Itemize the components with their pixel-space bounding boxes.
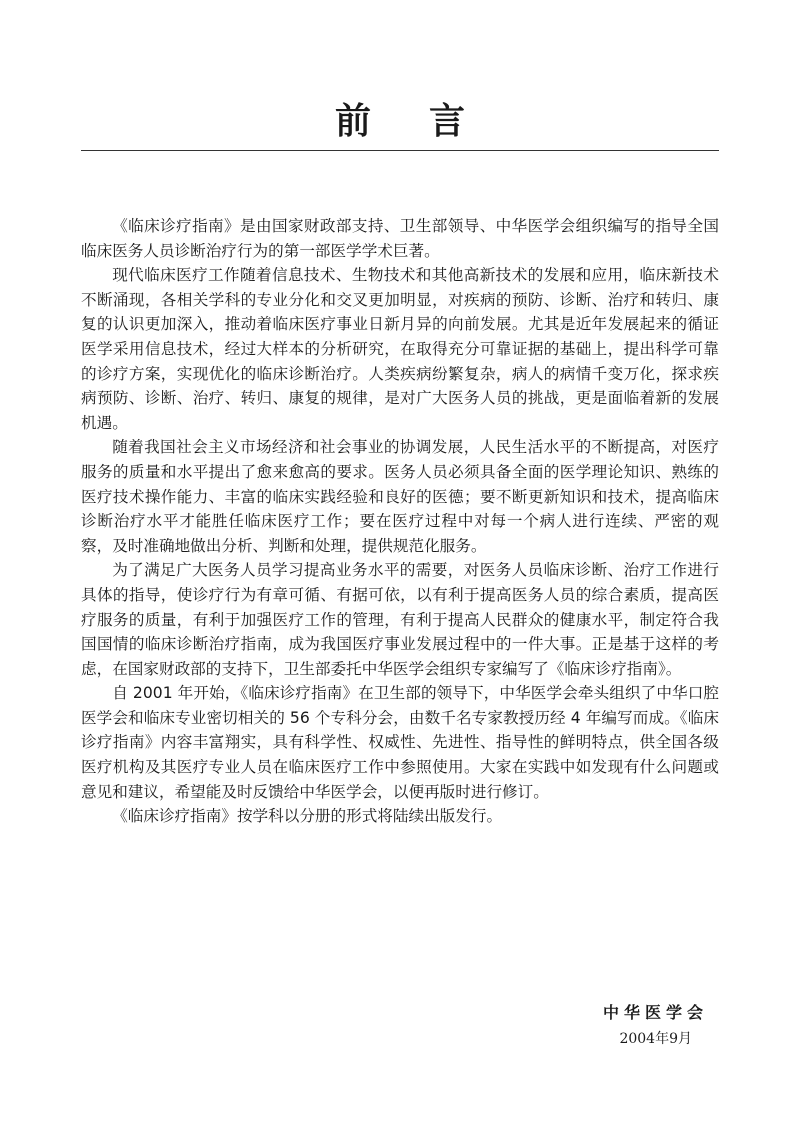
title-divider: [81, 150, 719, 151]
preface-body: [81, 214, 719, 829]
paragraph-6: 《临床诊疗指南》按学科以分册的形式将陆续出版发行。: [112, 807, 503, 826]
paragraph-4: 为了满足广大医务人员学习提高业务水平的需要，对医务人员临床诊断、治疗工作进行具体的指导，使诊疗行为有章可循、有据可依，以有利于提高医务人员的综合素质，提高医疗服务的质量，有利于加强医疗工作的管理，有利于提高人民群众的健康水平，制定符合我国国情的临床诊断治疗指南，成为我国医疗事业发展过程中的一件大事。正是基于这样的考虑，在国家财政部的支持下，卫生部委托中华医学会组织专家编写了《临床诊疗指南》。: [81, 561, 719, 678]
signature-organization: 中华医学会: [602, 1003, 708, 1022]
paragraph-3: 随着我国社会主义市场经济和社会事业的协调发展，人民生活水平的不断提高，对医疗服务的质量和水平提出了愈来愈高的要求。医务人员必须具备全面的医学理论知识、熟练的医疗技术操作能力、丰富的临床实践经验和良好的医德；要不断更新知识和技术，提高临床诊断治疗水平才能胜任临床医疗工作；要在医疗过程中对每一个病人进行连续、严密的观察，及时准确地做出分析、判断和处理，提供规范化服务。: [81, 438, 719, 555]
page-title: 前言: [334, 101, 523, 142]
paragraph-1: 《临床诊疗指南》是由国家财政部支持、卫生部领导、中华医学会组织编写的指导全国临床医务人员诊断治疗行为的第一部医学学术巨著。: [81, 217, 719, 260]
paragraph-5: 自 2001 年开始，《临床诊疗指南》在卫生部的领导下，中华医学会牵头组织了中华口腔医学会和临床专业密切相关的 56 个专科分会，由数千名专家教授历经 4 年编写而成。《临床诊疗指南》内容丰富翔实，具有科学性、权威性、先进性、指导性的鲜明特点，供全国各级医疗机构及其医疗专业人员在临床医疗工作中参照使用。大家在实践中如发现有什么问题或意见和建议，希望能及时反馈给中华医学会，以便再版时进行修订。: [81, 684, 719, 801]
paragraph-2: 现代临床医疗工作随着信息技术、生物技术和其他高新技术的发展和应用，临床新技术不断涌现，各相关学科的专业分化和交叉更加明显，对疾病的预防、诊断、治疗和转归、康复的认识更加深入，推动着临床医疗事业日新月异的向前发展。尤其是近年发展起来的循证医学采用信息技术，经过大样本的分析研究，在取得充分可靠证据的基础上，提出科学可靠的诊疗方案，实现优化的临床诊断治疗。人类疾病纷繁复杂，病人的病情千变万化，探求疾病预防、诊断、治疗、转归、康复的规律，是对广大医务人员的挑战，更是面临着新的发展机遇。: [81, 266, 719, 432]
signature-date: 2004年9月: [619, 1031, 692, 1047]
